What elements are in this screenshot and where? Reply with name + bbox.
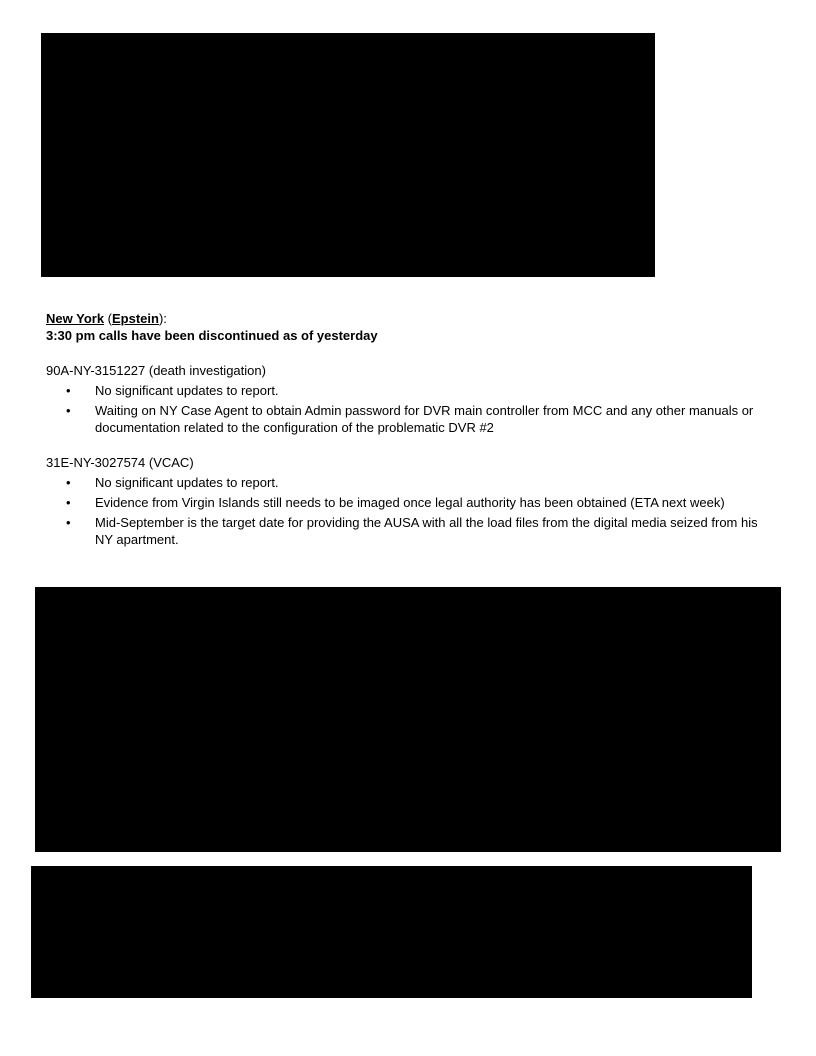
case-title: 90A-NY-3151227 (death investigation) <box>46 363 266 378</box>
case-block <box>46 362 776 436</box>
subject-name: Epstein <box>112 311 159 326</box>
case-block <box>46 454 776 548</box>
redaction-block <box>41 33 655 277</box>
bullet-icon: • <box>66 403 71 418</box>
bullet-list <box>46 382 776 436</box>
bullet-list <box>46 474 776 548</box>
bullet-icon: • <box>66 515 71 530</box>
notice-line: 3:30 pm calls have been discontinued as of yesterday <box>46 328 378 343</box>
bullet-icon: • <box>66 495 71 510</box>
bullet-icon: • <box>66 475 71 490</box>
list-item <box>66 474 776 491</box>
section-heading: New York (Epstein): <box>46 311 167 326</box>
bullet-text: No significant updates to report. <box>95 475 279 490</box>
bullet-text: Waiting on NY Case Agent to obtain Admin password for DVR main controller from MCC and any other manuals or documentation related to the configuration of the problematic DVR #2 <box>95 403 754 435</box>
document-body <box>46 310 776 551</box>
list-item <box>66 402 776 436</box>
bullet-icon: • <box>66 383 71 398</box>
bullet-text: Mid-September is the target date for providing the AUSA with all the load files from the digital media seized from his NY apartment. <box>95 515 758 547</box>
office-name: New York <box>46 311 105 326</box>
redaction-block <box>35 587 781 852</box>
list-item <box>66 514 776 548</box>
list-item <box>66 382 776 399</box>
bullet-text: No significant updates to report. <box>95 383 279 398</box>
bullet-text: Evidence from Virgin Islands still needs to be imaged once legal authority has been obtained (ETA next week) <box>95 495 725 510</box>
redaction-block <box>31 866 752 998</box>
case-title: 31E-NY-3027574 (VCAC) <box>46 455 194 470</box>
list-item <box>66 494 776 511</box>
